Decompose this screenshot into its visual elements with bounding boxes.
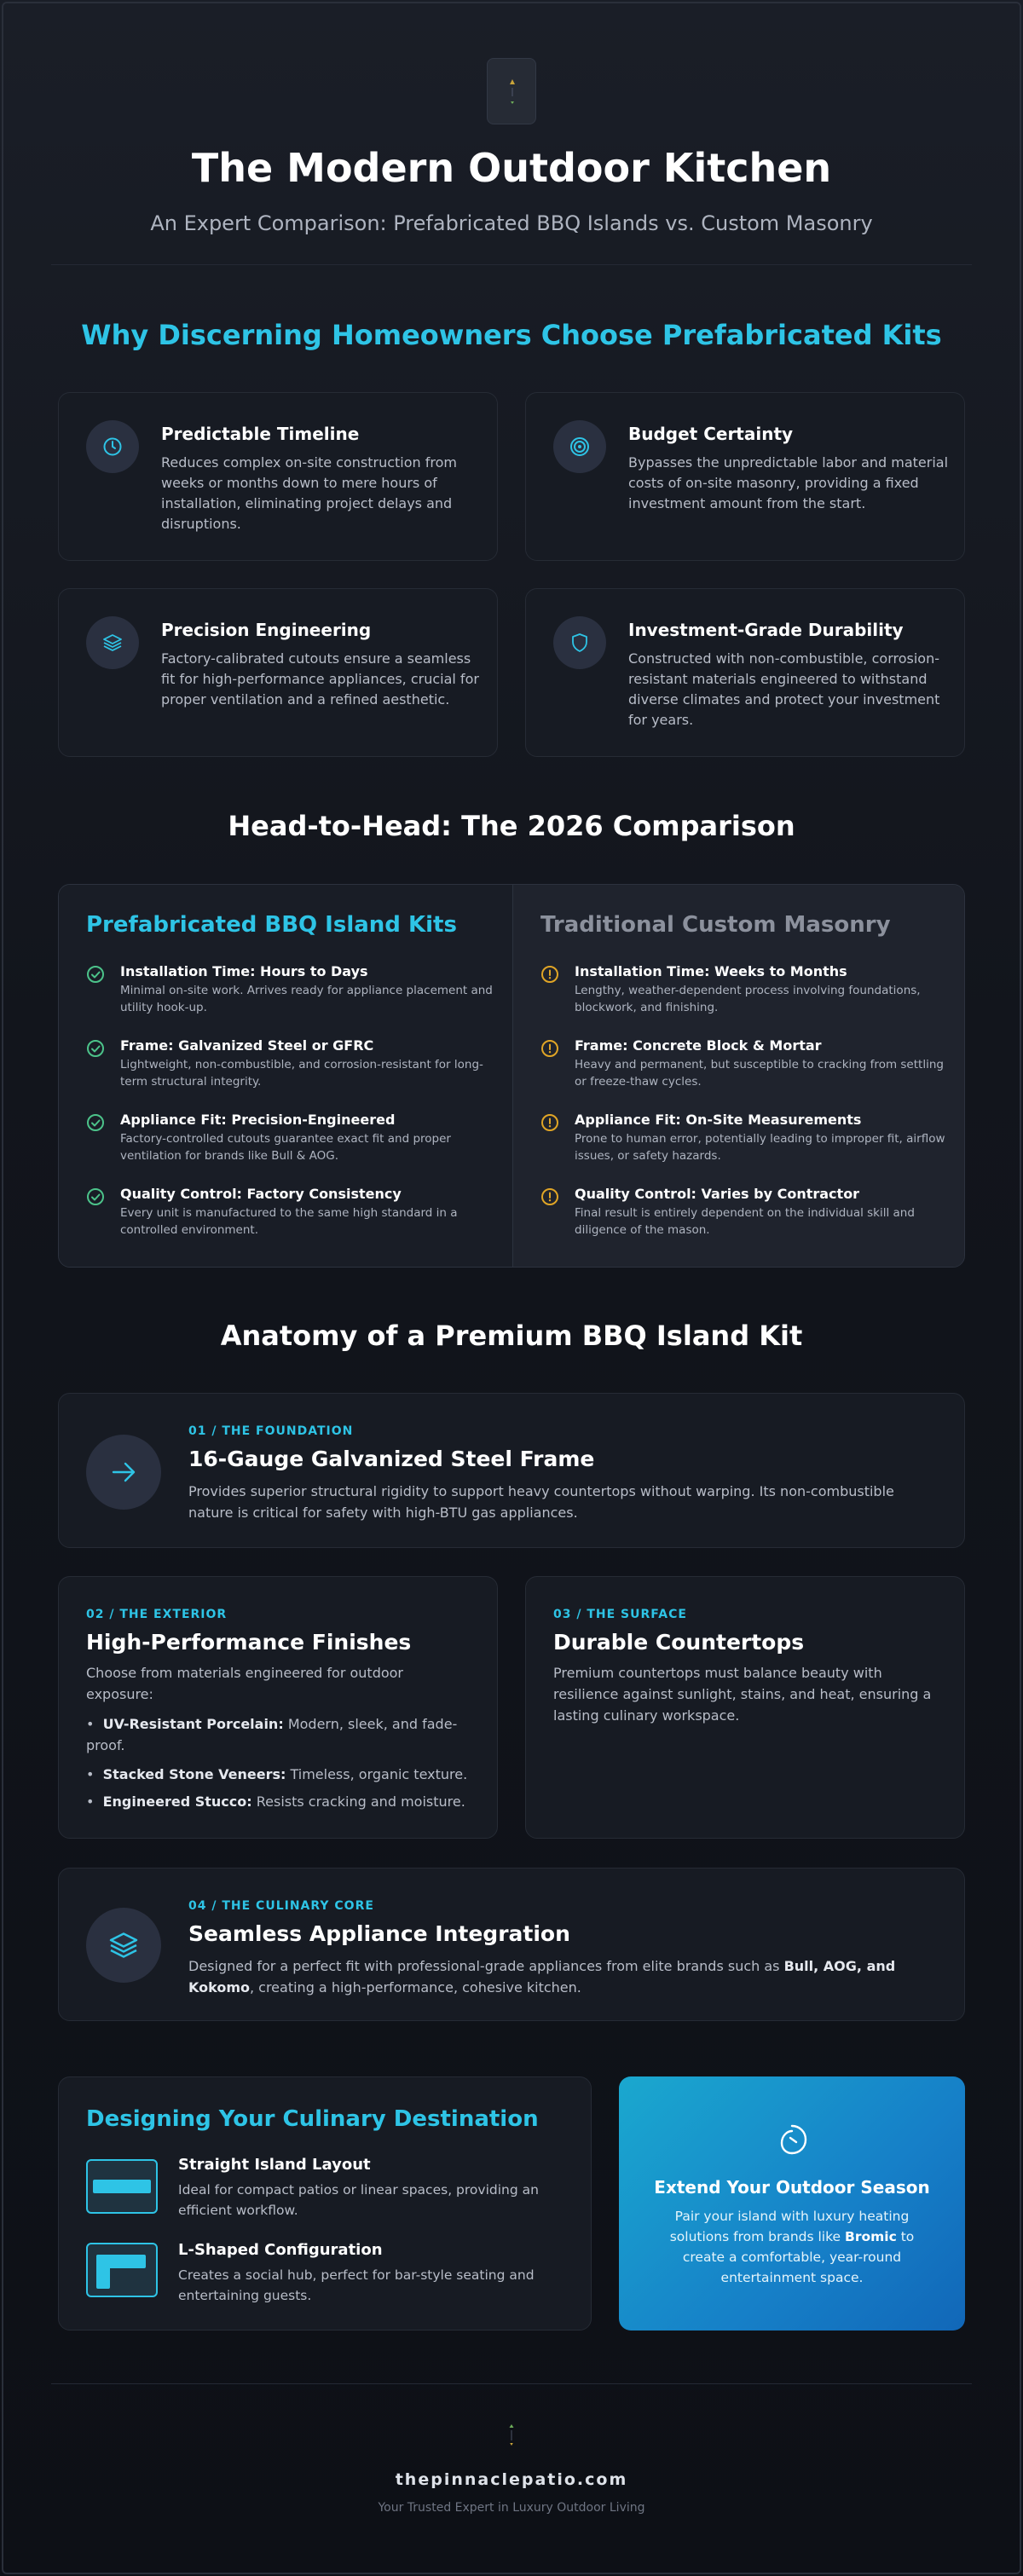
comparison-item-title: Frame: Concrete Block & Mortar [575,1037,822,1054]
feature-title: Investment-Grade Durability [628,620,904,640]
feature-icon-wrap [86,1908,161,1983]
bullet-text: Timeless, organic texture. [290,1766,468,1782]
feature-desc: Constructed with non-combustible, corrosion-resistant materials engineered to withstand diverse climates and protect your investment for years. [628,650,940,728]
feature-desc: Bypasses the unpredictable labor and material costs of on-site masonry, providing a fixed investment amount from the start. [628,454,949,511]
anatomy-title: 16-Gauge Galvanized Steel Frame [188,1447,595,1471]
heat-icon [773,2121,811,2158]
anatomy-desc: Provides superior structural rigidity to support heavy countertops without warping. Its non-combustible nature is critical for safety with high-BTU gas appliances. [188,1483,894,1521]
arrow-right-icon [108,1457,139,1487]
heating-cta-card [619,2076,965,2331]
finish-bullet: • UV-Resistant Porcelain: Modern, sleek, and fade-proof. [86,1716,458,1753]
page-subtitle: An Expert Comparison: Prefabricated BBQ Islands vs. Custom Masonry [150,211,873,235]
feature-icon-wrap [86,420,139,473]
alert-circle-icon [540,1187,559,1206]
feature-title: Budget Certainty [628,424,794,444]
masonry-column [512,885,965,1267]
cta-desc [660,2206,924,2288]
comparison-item-desc: Final result is entirely dependent on the individual skill and diligence of the mason. [575,1206,915,1237]
alert-circle-icon [540,965,559,984]
l-shaped-layout-icon [86,2243,158,2297]
anatomy-title: Durable Countertops [553,1630,805,1655]
feature-title: Precision Engineering [161,620,372,640]
divider [51,264,972,265]
feature-card [58,392,498,561]
check-circle-icon [86,1113,105,1132]
feature-card [525,392,965,561]
alert-circle-icon [540,1113,559,1132]
cta-title: Extend Your Outdoor Season [654,2177,930,2198]
finish-bullet: • Engineered Stucco: Resists cracking and moisture. [86,1793,465,1810]
layers-icon [108,1930,139,1961]
anatomy-card-foundation [58,1393,965,1548]
comparison-heading: Head-to-Head: The 2026 Comparison [228,810,795,842]
footer-tagline: Your Trusted Expert in Luxury Outdoor Living [378,2501,645,2515]
step-label: 01 / THE FOUNDATION [188,1424,354,1438]
step-label: 03 / THE SURFACE [553,1608,687,1621]
cta-desc-post: to create a comfortable, year-round entertainment space. [682,2229,915,2285]
cta-desc-pre: Pair your island with luxury heating solutions from brands like [669,2209,910,2244]
comparison-item-desc: Minimal on-site work. Arrives ready for appliance placement and utility hook-up. [120,984,493,1014]
cta-brand: Bromic [845,2229,897,2244]
anatomy-desc [188,1955,913,1998]
anatomy-title: Seamless Appliance Integration [188,1921,570,1946]
comparison-item-title: Appliance Fit: Precision-Engineered [120,1112,396,1128]
comparison-item-desc: Heavy and permanent, but susceptible to cracking from settling or freeze-thaw cycles. [575,1058,944,1089]
clock-icon [102,436,123,457]
core-desc-brands: Bull, AOG, and Kokomo [188,1958,896,1996]
bullet-text: Resists cracking and moisture. [256,1793,465,1810]
anatomy-card-exterior [58,1576,498,1839]
core-desc-post: , creating a high-performance, cohesive kitchen. [249,1979,581,1996]
design-card [58,2076,592,2331]
footer-logo-icon [505,2423,518,2448]
comparison-item-title: Frame: Galvanized Steel or GFRC [120,1037,374,1054]
comparison-item-desc: Prone to human error, potentially leading to improper fit, airflow issues, or safety hazards. [575,1132,945,1163]
prefab-title: Prefabricated BBQ Island Kits [86,912,457,938]
why-heading: Why Discerning Homeowners Choose Prefabricated Kits [81,319,942,351]
comparison-item-title: Quality Control: Varies by Contractor [575,1186,860,1202]
anatomy-desc: Premium countertops must balance beauty with resilience against sunlight, stains, and heat, ensuring a lasting culinary workspace. [553,1665,932,1724]
comparison-table [58,884,965,1268]
feature-desc: Factory-calibrated cutouts ensure a seamless fit for high-performance appliances, crucial for proper ventilation and a refined aesthetic. [161,650,479,708]
feature-icon-wrap [553,616,606,669]
anatomy-desc: Choose from materials engineered for outdoor exposure: [86,1665,404,1702]
comparison-item-desc: Factory-controlled cutouts guarantee exact fit and proper ventilation for brands like Bull & AOG. [120,1132,451,1163]
footer-site-link[interactable]: thepinnaclepatio.com [395,2470,628,2489]
design-heading: Designing Your Culinary Destination [86,2106,539,2132]
shield-icon [569,632,590,653]
bullet-label: UV-Resistant Porcelain: [102,1716,284,1732]
comparison-item-title: Quality Control: Factory Consistency [120,1186,402,1202]
flame-icon [506,78,519,107]
comparison-item-desc: Every unit is manufactured to the same high standard in a controlled environment. [120,1206,458,1237]
feature-title: Predictable Timeline [161,424,360,444]
layout-title: Straight Island Layout [178,2156,371,2174]
bullet-label: Engineered Stucco: [102,1793,252,1810]
feature-desc: Reduces complex on-site construction from weeks or months down to mere hours of installation, eliminating project delays and disruptions. [161,454,457,532]
step-label: 04 / THE CULINARY CORE [188,1899,374,1913]
prefab-column [59,885,512,1267]
feature-card [525,588,965,757]
layout-desc: Ideal for compact patios or linear spaces, providing an efficient workflow. [178,2182,539,2218]
layout-desc: Creates a social hub, perfect for bar-style seating and entertaining guests. [178,2267,535,2303]
comparison-item-title: Installation Time: Hours to Days [120,963,368,979]
divider [51,2383,972,2384]
comparison-item-desc: Lightweight, non-combustible, and corrosion-resistant for long-term structural integrity. [120,1058,483,1089]
alert-circle-icon [540,1039,559,1058]
feature-icon-wrap [86,616,139,669]
brand-logo [487,58,536,124]
layers-icon [102,632,123,653]
feature-icon-wrap [86,1435,161,1510]
anatomy-card-core [58,1868,965,2021]
anatomy-heading: Anatomy of a Premium BBQ Island Kit [220,1320,803,1352]
finish-bullet: • Stacked Stone Veneers: Timeless, organic texture. [86,1766,468,1782]
bullet-text: Modern, sleek, and fade-proof. [86,1716,458,1753]
check-circle-icon [86,965,105,984]
step-label: 02 / THE EXTERIOR [86,1608,228,1621]
check-circle-icon [86,1039,105,1058]
page-title: The Modern Outdoor Kitchen [191,145,832,191]
straight-layout-icon [86,2159,158,2214]
comparison-item-desc: Lengthy, weather-dependent process involving foundations, blockwork, and finishing. [575,984,921,1014]
core-desc-pre: Designed for a perfect fit with professional-grade appliances from elite brands such as [188,1958,784,1974]
comparison-item-title: Appliance Fit: On-Site Measurements [575,1112,862,1128]
comparison-item-title: Installation Time: Weeks to Months [575,963,847,979]
feature-icon-wrap [553,420,606,473]
layout-title: L-Shaped Configuration [178,2241,383,2259]
check-circle-icon [86,1187,105,1206]
anatomy-card-surface [525,1576,965,1839]
feature-card [58,588,498,757]
bullet-label: Stacked Stone Veneers: [102,1766,286,1782]
masonry-title: Traditional Custom Masonry [540,912,891,938]
target-icon [569,436,590,457]
anatomy-title: High-Performance Finishes [86,1630,412,1655]
